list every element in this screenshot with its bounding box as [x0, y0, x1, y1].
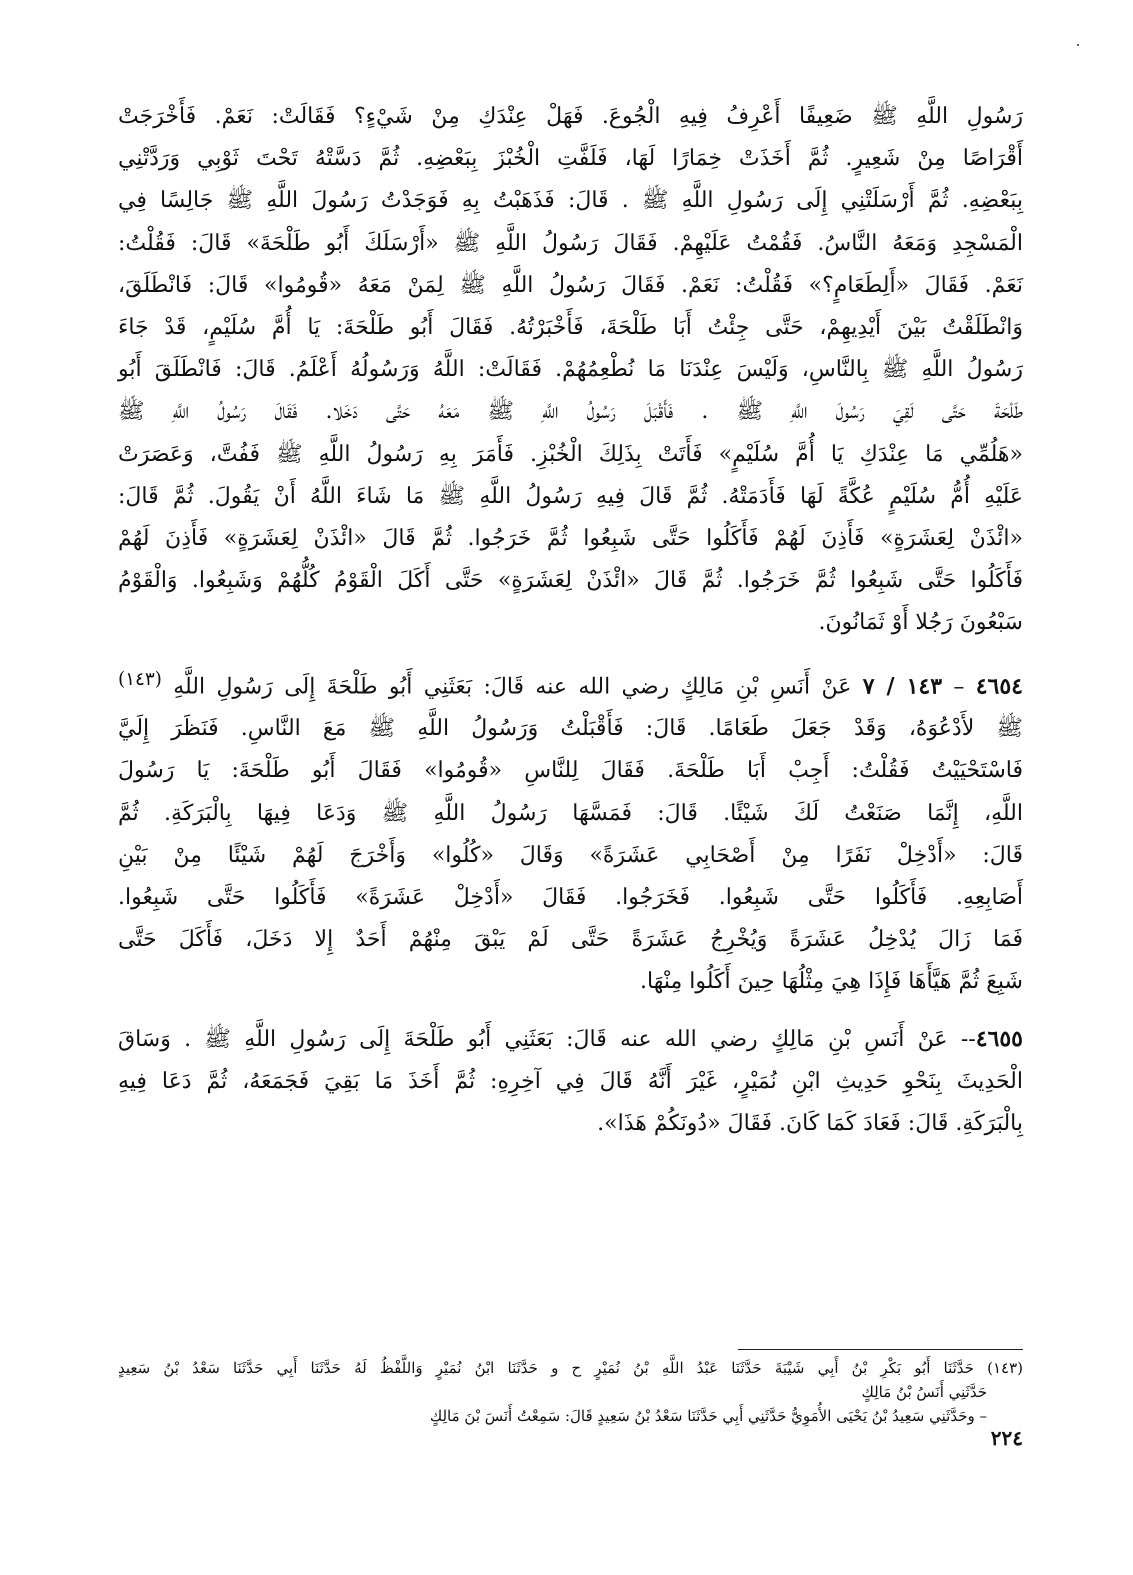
- hadith-sub-number: ١٤٣ / ٧: [862, 672, 943, 699]
- text-line: أَصَابِعِهِ. فَأَكَلُوا حَتَّى شَبِعُوا. فَخَرَجُوا. فَقَالَ «أَدْخِلْ عَشَرَةً» فَأَكَلُوا حَتَّى شَبِعُوا.: [118, 884, 1023, 910]
- hadith-number: ٤٦٥٥: [975, 1025, 1023, 1052]
- text-line: فَأَكَلُوا حَتَّى شَبِعُوا ثُمَّ خَرَجُوا. ثُمَّ قَالَ «ائْذَنْ لِعَشَرَةٍ» حَتَّى أَكَلَ الْقَوْمُ كُلُّهُمْ وَشَبِعُوا. وَالْقَوْمُ: [118, 568, 1023, 594]
- footnote-line: حَدَّثَنِي أَنَسُ بْنُ مَالِكٍ: [861, 1383, 987, 1401]
- footnote-divider: [738, 1349, 1023, 1350]
- text-line: [118, 1018, 1023, 1061]
- footnote-line: – وحَدَّثَنِي سَعِيدُ بْنُ يَحْيَى الأُمَوِيُّ حَدَّثَنِي أَبِي حَدَّثَنَا سَعْدُ بْنُ سَعِيدٍ قَالَ: سَمِعْتُ أَنَسَ بْنَ مَالِكٍ: [429, 1407, 987, 1425]
- text-line: أَقْرَاصًا مِنْ شَعِيرٍ. ثُمَّ أَخَذَتْ خِمَارًا لَهَا، فَلَفَّتِ الْخُبْزَ بِبَعْضِهِ. ثُمَّ دَسَّتْهُ تَحْتَ ثَوْبِي وَرَدَّتْنِي: [118, 146, 1023, 172]
- scan-speck: [1077, 44, 1079, 46]
- footnote-line: (١٤٣) حَدَّثَنَا أَبُو بَكْرِ بْنُ أَبِي شَيْبَةَ حَدَّثَنَا عَبْدُ اللَّهِ بْنُ نُمَيْرٍ ح و حَدَّثَنَا ابْنُ نُمَيْرٍ وَاللَّفْظُ لَهُ حَدَّثَنَا أَبِي حَدَّثَنَا سَعْدُ بْنُ سَعِيدٍ: [118, 1359, 1023, 1377]
- text-line: الْحَدِيثَ بِنَحْوِ حَدِيثِ ابْنِ نُمَيْرٍ، غَيْرَ أَنَّهُ قَالَ فِي آخِرِهِ: ثُمَّ أَخَذَ مَا بَقِيَ فَجَمَعَهُ، ثُمَّ دَعَا فِيهِ: [118, 1068, 1023, 1094]
- hadith-number: ٤٦٥٤: [975, 672, 1023, 699]
- hadith-4654: [118, 659, 1023, 1004]
- hadith-text-start: عَنْ أَنَسِ بْنِ مَالِكٍ رضي الله عنه قَالَ: بَعَثَنِي أَبُو طَلْحَةَ إِلَى رَسُولِ اللَّهِ ﷺ . وَسَاقَ: [118, 1026, 948, 1052]
- hadith-sub-number: --: [960, 1026, 976, 1052]
- hadith-4655: [118, 1018, 1023, 1146]
- paragraph-continuation: [118, 96, 1023, 645]
- text-line: عَلَيْهِ أُمُّ سُلَيْمٍ عُكَّةً لَهَا فَأَدَمَتْهُ. ثُمَّ قَالَ فِيهِ رَسُولُ اللَّهِ ﷺ مَا شَاءَ اللَّهُ أَنْ يَقُولَ. ثُمَّ قَالَ:: [118, 483, 1023, 509]
- text-line: ٤٦٥٤ – ١٤٣ / ٧ عَنْ أَنَسِ بْنِ مَالِكٍ رضي الله عنه قَالَ: بَعَثَنِي أَبُو طَلْحَةَ إِلَى رَسُولِ اللَّهِ $^{(١٤٣)}$: [118, 668, 1023, 699]
- text-line: فَمَا زَالَ يُدْخِلُ عَشَرَةً وَيُخْرِجُ عَشَرَةً حَتَّى لَمْ يَبْقَ مِنْهُمْ أَحَدٌ إِلا دَخَلَ، فَأَكَلَ حَتَّى: [118, 927, 1023, 953]
- page-number: ٢٢٤: [990, 1426, 1023, 1450]
- footnote: [118, 1356, 1023, 1428]
- text-line: طَلْحَةَ حَتَّى لَقِيَ رَسُولَ اللَّهِ ﷺ . فَأَقْبَلَ رَسُولُ اللَّهِ ﷺ مَعَهُ حَتَّى دَخَلا. فَقَالَ رَسُولُ اللَّهِ ﷺ: [118, 399, 1023, 425]
- text-line: بِبَعْضِهِ. ثُمَّ أَرْسَلَتْنِي إِلَى رَسُولِ اللَّهِ ﷺ . قَالَ: فَذَهَبْتُ بِهِ فَوَجَدْتُ رَسُولَ اللَّهِ ﷺ جَالِسًا فِي: [118, 188, 1023, 214]
- text-line: رَسُولِ اللَّهِ ﷺ ضَعِيفًا أَعْرِفُ فِيهِ الْجُوعَ. فَهَلْ عِنْدَكِ مِنْ شَيْءٍ؟ فَقَالَتْ: نَعَمْ. فَأَخْرَجَتْ: [118, 104, 1023, 129]
- text-line: «ائْذَنْ لِعَشَرَةٍ» فَأَذِنَ لَهُمْ فَأَكَلُوا حَتَّى شَبِعُوا ثُمَّ خَرَجُوا. ثُمَّ قَالَ «ائْذَنْ لِعَشَرَةٍ» فَأَذِنَ لَهُمْ: [118, 526, 1023, 552]
- text-line: «هَلُمِّي مَا عِنْدَكِ يَا أُمَّ سُلَيْمٍ» فَأَتَتْ بِذَلِكَ الْخُبْزِ. فَأَمَرَ بِهِ رَسُولُ اللَّهِ ﷺ فَفُتَّ، وَعَصَرَتْ: [118, 441, 1023, 467]
- footnote-reference: (١٤٣): [118, 668, 162, 690]
- text-line: سَبْعُونَ رَجُلا أَوْ ثَمَانُونَ.: [818, 610, 1023, 636]
- text-line: اللَّهِ، إِنَّمَا صَنَعْتُ لَكَ شَيْئًا. قَالَ: فَمَسَّهَا رَسُولُ اللَّهِ ﷺ وَدَعَا فِيهَا بِالْبَرَكَةِ. ثُمَّ: [118, 800, 1023, 826]
- text-line: ﷺ لأَدْعُوَهُ، وَقَدْ جَعَلَ طَعَامًا. قَالَ: فَأَقْبَلْتُ وَرَسُولُ اللَّهِ ﷺ مَعَ النَّاسِ. فَنَظَرَ إِلَيَّ: [118, 716, 1023, 742]
- hadith-text-start: عَنْ أَنَسِ بْنِ مَالِكٍ رضي الله عنه قَالَ: بَعَثَنِي أَبُو طَلْحَةَ إِلَى رَسُولِ اللَّهِ: [173, 673, 852, 699]
- main-text: [118, 96, 1023, 1145]
- text-line: وَانْطَلَقْتُ بَيْنَ أَيْدِيهِمْ، حَتَّى جِئْتُ أَبَا طَلْحَةَ، فَأَخْبَرْتُهُ. فَقَالَ أَبُو طَلْحَةَ: يَا أُمَّ سُلَيْمٍ، قَدْ جَاءَ: [118, 315, 1023, 341]
- text-line: الْمَسْجِدِ وَمَعَهُ النَّاسُ. فَقُمْتُ عَلَيْهِمْ. فَقَالَ رَسُولُ اللَّهِ ﷺ «أَرْسَلَكَ أَبُو طَلْحَةَ» قَالَ: فَقُلْتُ:: [118, 230, 1023, 256]
- text-line: رَسُولُ اللَّهِ ﷺ بِالنَّاسِ، وَلَيْسَ عِنْدَنَا مَا نُطْعِمُهُمْ. فَقَالَتْ: اللَّهُ وَرَسُولُهُ أَعْلَمُ. قَالَ: فَانْطَلَقَ أَبُو: [118, 357, 1023, 383]
- text-line: شَبِعَ ثُمَّ هَيَّأَهَا فَإِذَا هِيَ مِثْلُهَا حِينَ أَكَلُوا مِنْهَا.: [640, 969, 1023, 995]
- text-line: فَاسْتَحْيَيْتُ فَقُلْتُ: أَجِبْ أَبَا طَلْحَةَ. فَقَالَ لِلنَّاسِ «قُومُوا» فَقَالَ أَبُو طَلْحَةَ: يَا رَسُولَ: [118, 758, 1023, 784]
- text-line: قَالَ: «أَدْخِلْ نَفَرًا مِنْ أَصْحَابِي عَشَرَةً» وَقَالَ «كُلُوا» وَأَخْرَجَ لَهُمْ شَيْئًا مِنْ بَيْنِ: [118, 842, 1023, 868]
- text-line: نَعَمْ. فَقَالَ «أَلِطَعَامٍ؟» فَقُلْتُ: نَعَمْ. فَقَالَ رَسُولُ اللَّهِ ﷺ لِمَنْ مَعَهُ «قُومُوا» قَالَ: فَانْطَلَقَ،: [118, 272, 1023, 298]
- text-line: بِالْبَرَكَةِ. قَالَ: فَعَادَ كَمَا كَانَ. فَقَالَ «دُونَكُمْ هَذَا».: [597, 1111, 1023, 1136]
